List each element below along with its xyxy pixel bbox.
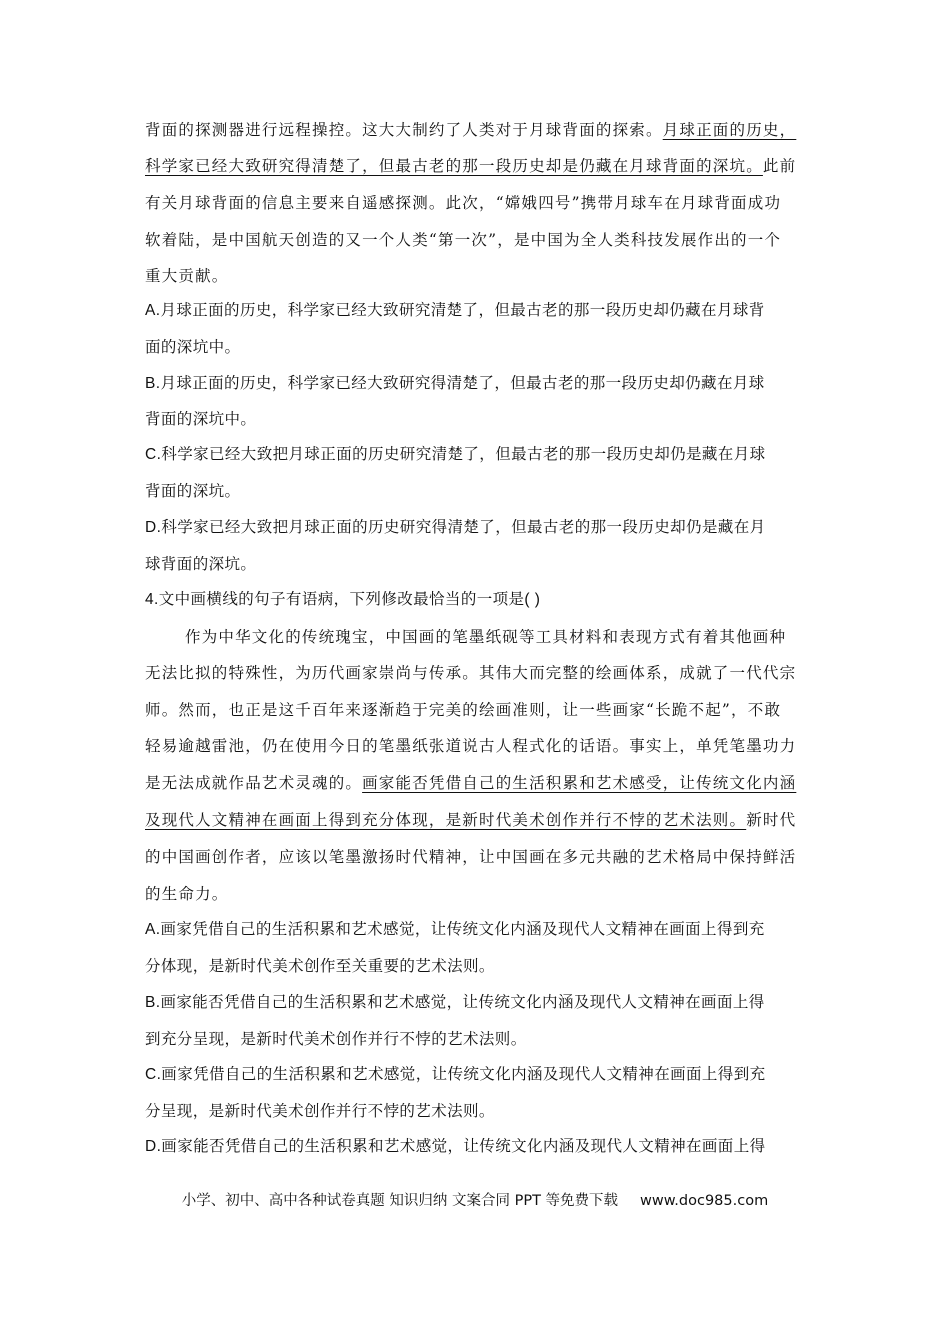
underlined-sentence-2a: 画家能否凭借自己的生活积累和艺术感受，让传统文化内涵 [362,774,797,792]
passage1-line-1 [145,118,796,142]
q4-option-a-line-2: 分体现，是新时代美术创作至关重要的艺术法则。 [145,958,495,975]
footer-text: 小学、初中、高中各种试卷真题 知识归纳 文案合同 PPT 等免费下载 [181,1193,619,1209]
passage2-line-6-text: 新时代 [746,811,797,829]
q3-option-a-line-2: 面的深坑中。 [145,339,241,356]
q4-option-b-line-1: B.画家能否凭借自己的生活积累和艺术感觉，让传统文化内涵及现代人文精神在画面上得 [145,994,765,1011]
q4-option-c-line-2: 分呈现，是新时代美术创作并行不悖的艺术法则。 [145,1103,495,1120]
passage2-line-7: 的中国画创作者，应该以笔墨激扬时代精神，让中国画在多元共融的艺术格局中保持鲜活 [145,848,797,866]
q3-option-d-line-2: 球背面的深坑。 [145,556,257,573]
q3-option-a-line-1: A.月球正面的历史，科学家已经大致研究清楚了，但最古老的那一段历史却仍藏在月球背 [145,302,765,319]
passage2-line-4: 轻易逾越雷池，仍在使用今日的笔墨纸张道说古人程式化的话语。事实上，单凭笔墨功力 [145,737,797,755]
footer-site-link[interactable]: www.doc985.com [640,1193,769,1209]
q3-option-b-line-2: 背面的深坑中。 [145,411,257,428]
q4-option-c-line-1: C.画家凭借自己的生活积累和艺术感觉，让传统文化内涵及现代人文精神在画面上得到充 [145,1066,766,1083]
underlined-sentence-1a: 月球正面的历史， [662,121,797,139]
passage2-line-2: 无法比拟的特殊性，为历代画家崇尚与传承。其伟大而完整的绘画体系，成就了一代代宗 [145,664,797,682]
q4-option-a-line-1: A.画家凭借自己的生活积累和艺术感觉，让传统文化内涵及现代人文精神在画面上得到充 [145,921,765,938]
q4-question: 4.文中画横线的句子有语病，下列修改最恰当的一项是( ) [145,591,541,608]
q3-option-c-line-2: 背面的深坑。 [145,483,241,500]
q4-option-d-line-1: D.画家能否凭借自己的生活积累和艺术感觉，让传统文化内涵及现代人文精神在画面上得 [145,1138,766,1155]
passage2-line-5 [145,771,796,795]
passage2-line-1: 作为中华文化的传统瑰宝，中国画的笔墨纸砚等工具材料和表现方式有着其他画种 [185,628,787,646]
q3-option-d-line-1: D.科学家已经大致把月球正面的历史研究得清楚了，但最古老的那一段历史却仍是藏在月 [145,519,766,536]
page-footer [0,1190,950,1212]
underlined-sentence-2b: 及现代人文精神在画面上得到充分体现，是新时代美术创作并行不悖的艺术法则。 [145,811,747,829]
q3-option-c-line-1: C.科学家已经大致把月球正面的历史研究清楚了，但最古老的那一段历史却仍是藏在月球 [145,446,766,463]
passage1-line-4: 软着陆，是中国航天创造的又一个人类“第一次”，是中国为全人类科技发展作出的一个 [145,231,782,249]
underlined-sentence-1b: 科学家已经大致研究得清楚了，但最古老的那一段历史却是仍藏在月球背面的深坑。 [145,157,763,175]
passage2-line-6 [145,808,796,832]
passage1-line-2 [145,154,796,178]
q3-option-b-line-1: B.月球正面的历史，科学家已经大致研究得清楚了，但最古老的那一段历史却仍藏在月球 [145,375,765,392]
passage1-line-5: 重大贡献。 [145,267,229,285]
passage2-line-3: 师。然而，也正是这千百年来逐渐趋于完美的绘画准则，让一些画家“长跪不起”，不敢 [145,701,782,719]
passage2-line-8: 的生命力。 [145,885,229,903]
passage1-line-1-text: 背面的探测器进行远程操控。这大大制约了人类对于月球背面的探索。 [145,121,663,139]
passage2-line-5-text: 是无法成就作品艺术灵魂的。 [145,774,363,792]
q4-option-b-line-2: 到充分呈现，是新时代美术创作并行不悖的艺术法则。 [145,1031,527,1048]
passage1-line-2-text: 此前 [762,157,797,175]
passage1-line-3: 有关月球背面的信息主要来自遥感探测。此次，“嫦娥四号”携带月球车在月球背面成功 [145,194,782,212]
